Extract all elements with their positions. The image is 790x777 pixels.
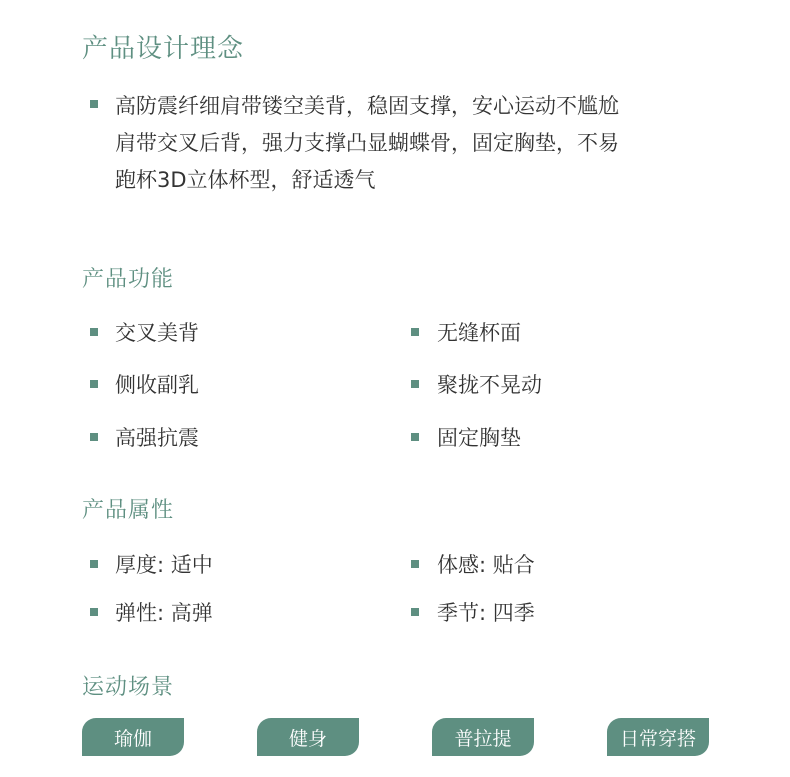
attribute-item: 弹性: 高弹 <box>115 601 213 625</box>
bullet-icon <box>90 380 98 388</box>
scenes-title: 运动场景 <box>82 675 175 700</box>
attributes-title: 产品属性 <box>82 498 175 523</box>
attribute-item: 体感: 贴合 <box>437 553 535 577</box>
function-item: 固定胸垫 <box>437 426 521 450</box>
bullet-icon <box>411 380 419 388</box>
function-item: 无缝杯面 <box>437 321 521 345</box>
functions-title: 产品功能 <box>82 267 175 292</box>
concept-text <box>115 88 619 199</box>
attribute-item: 季节: 四季 <box>437 601 535 625</box>
bullet-icon <box>90 100 98 108</box>
concept-line: 跑杯3D立体杯型，舒适透气 <box>115 168 376 192</box>
function-item: 聚拢不晃动 <box>437 373 542 397</box>
function-item: 高强抗震 <box>115 426 199 450</box>
scene-tag-yoga: 瑜伽 <box>82 718 184 756</box>
scene-tag-fitness: 健身 <box>257 718 359 756</box>
bullet-icon <box>411 560 419 568</box>
function-item: 侧收副乳 <box>115 373 199 397</box>
bullet-icon <box>411 328 419 336</box>
concept-title: 产品设计理念 <box>82 34 245 64</box>
attribute-item: 厚度: 适中 <box>115 553 213 577</box>
bullet-icon <box>90 608 98 616</box>
bullet-icon <box>90 560 98 568</box>
concept-line: 高防震纤细肩带镂空美背，稳固支撑，安心运动不尴尬 <box>115 94 619 118</box>
scene-tag-daily-wear: 日常穿搭 <box>607 718 709 756</box>
bullet-icon <box>90 328 98 336</box>
bullet-icon <box>411 433 419 441</box>
function-item: 交叉美背 <box>115 321 199 345</box>
bullet-icon <box>90 433 98 441</box>
scene-tag-pilates: 普拉提 <box>432 718 534 756</box>
bullet-icon <box>411 608 419 616</box>
concept-line: 肩带交叉后背，强力支撑凸显蝴蝶骨，固定胸垫，不易 <box>115 131 619 155</box>
